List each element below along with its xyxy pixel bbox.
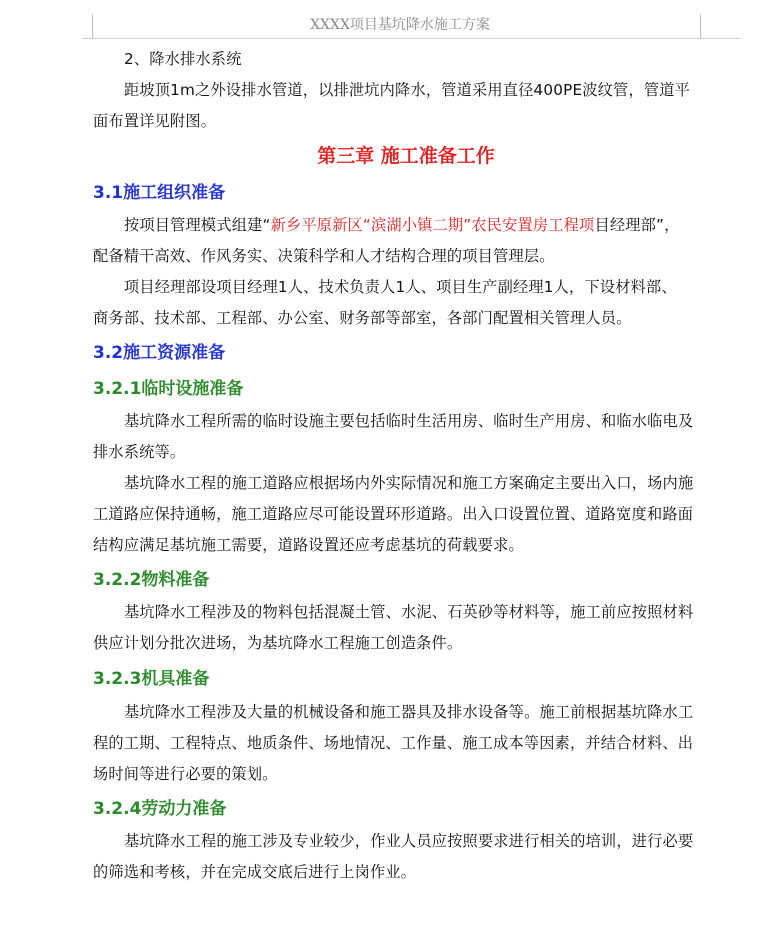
section-3-2-4-paragraph-line: 基坑降水工程的施工涉及专业较少，作业人员应按照要求进行相关的培训，进行必要 <box>124 832 694 850</box>
intro-item-title: 2、降水排水系统 <box>124 50 242 68</box>
header-rule <box>82 38 740 39</box>
section-3-2-1-paragraph-line: 工道路应保持通畅，施工道路应尽可能设置环形道路。出入口设置位置、道路宽度和路面 <box>93 505 694 523</box>
intro-paragraph-line: 距坡顶1m之外设排水管道，以排泄坑内降水，管道采用直径400PE波纹管，管道平 <box>124 81 690 99</box>
section-3-2-heading: 3.2施工资源准备 <box>93 343 226 363</box>
section-3-1-heading: 3.1施工组织准备 <box>93 183 226 203</box>
page-header: XXXX项目基坑降水施工方案 <box>310 17 490 33</box>
intro-paragraph-line: 面布置详见附图。 <box>93 112 217 130</box>
section-3-1-paragraph-line: 商务部、技术部、工程部、办公室、财务部等部室，各部门配置相关管理人员。 <box>93 309 632 327</box>
section-3-2-3-paragraph-line: 基坑降水工程涉及大量的机械设备和施工器具及排水设备等。施工前根据基坑降水工 <box>124 703 694 721</box>
section-3-2-1-paragraph-line: 基坑降水工程的施工道路应根据场内外实际情况和施工方案确定主要出入口，场内施 <box>124 474 694 492</box>
section-3-2-3-heading: 3.2.3机具准备 <box>93 669 210 689</box>
section-3-2-1-paragraph-line: 排水系统等。 <box>93 443 186 461</box>
section-3-2-1-paragraph-line: 结构应满足基坑施工需要，道路设置还应考虑基坑的荷载要求。 <box>93 536 524 554</box>
project-name-highlight: 新乡平原新区“滨湖小镇二期”农民安置房工程项 <box>270 216 595 234</box>
section-3-2-3-paragraph-line: 场时间等进行必要的策划。 <box>93 765 278 783</box>
section-3-2-2-paragraph-line: 基坑降水工程涉及的物料包括混凝土管、水泥、石英砂等材料等，施工前应按照材料 <box>124 603 694 621</box>
chapter-title: 第三章 施工准备工作 <box>317 145 495 167</box>
section-3-2-4-paragraph-line: 的筛选和考核，并在完成交底后进行上岗作业。 <box>93 863 417 881</box>
section-3-2-2-paragraph-line: 供应计划分批次进场，为基坑降水工程施工创造条件。 <box>93 634 463 652</box>
section-3-2-1-paragraph-line: 基坑降水工程所需的临时设施主要包括临时生活用房、临时生产用房、和临水临电及 <box>124 412 694 430</box>
section-3-2-2-heading: 3.2.2物料准备 <box>93 570 210 590</box>
section-3-2-1-heading: 3.2.1临时设施准备 <box>93 379 244 399</box>
section-3-1-paragraph-line <box>93 210 750 241</box>
section-3-1-paragraph-line: 配备精干高效、作风务实、决策科学和人才结构合理的项目管理层。 <box>93 247 555 265</box>
text-run: 按项目管理模式组建“ <box>124 216 271 234</box>
section-3-1-paragraph-line: 项目经理部设项目经理1人、技术负责人1人、项目生产副经理1人，下设材料部、 <box>124 278 677 296</box>
text-run: 目经理部”， <box>594 216 680 234</box>
section-3-2-3-paragraph-line: 程的工期、工程特点、地质条件、场地情况、工作量、施工成本等因素，并结合材料、出 <box>93 734 694 752</box>
section-3-2-4-heading: 3.2.4劳动力准备 <box>93 799 227 819</box>
